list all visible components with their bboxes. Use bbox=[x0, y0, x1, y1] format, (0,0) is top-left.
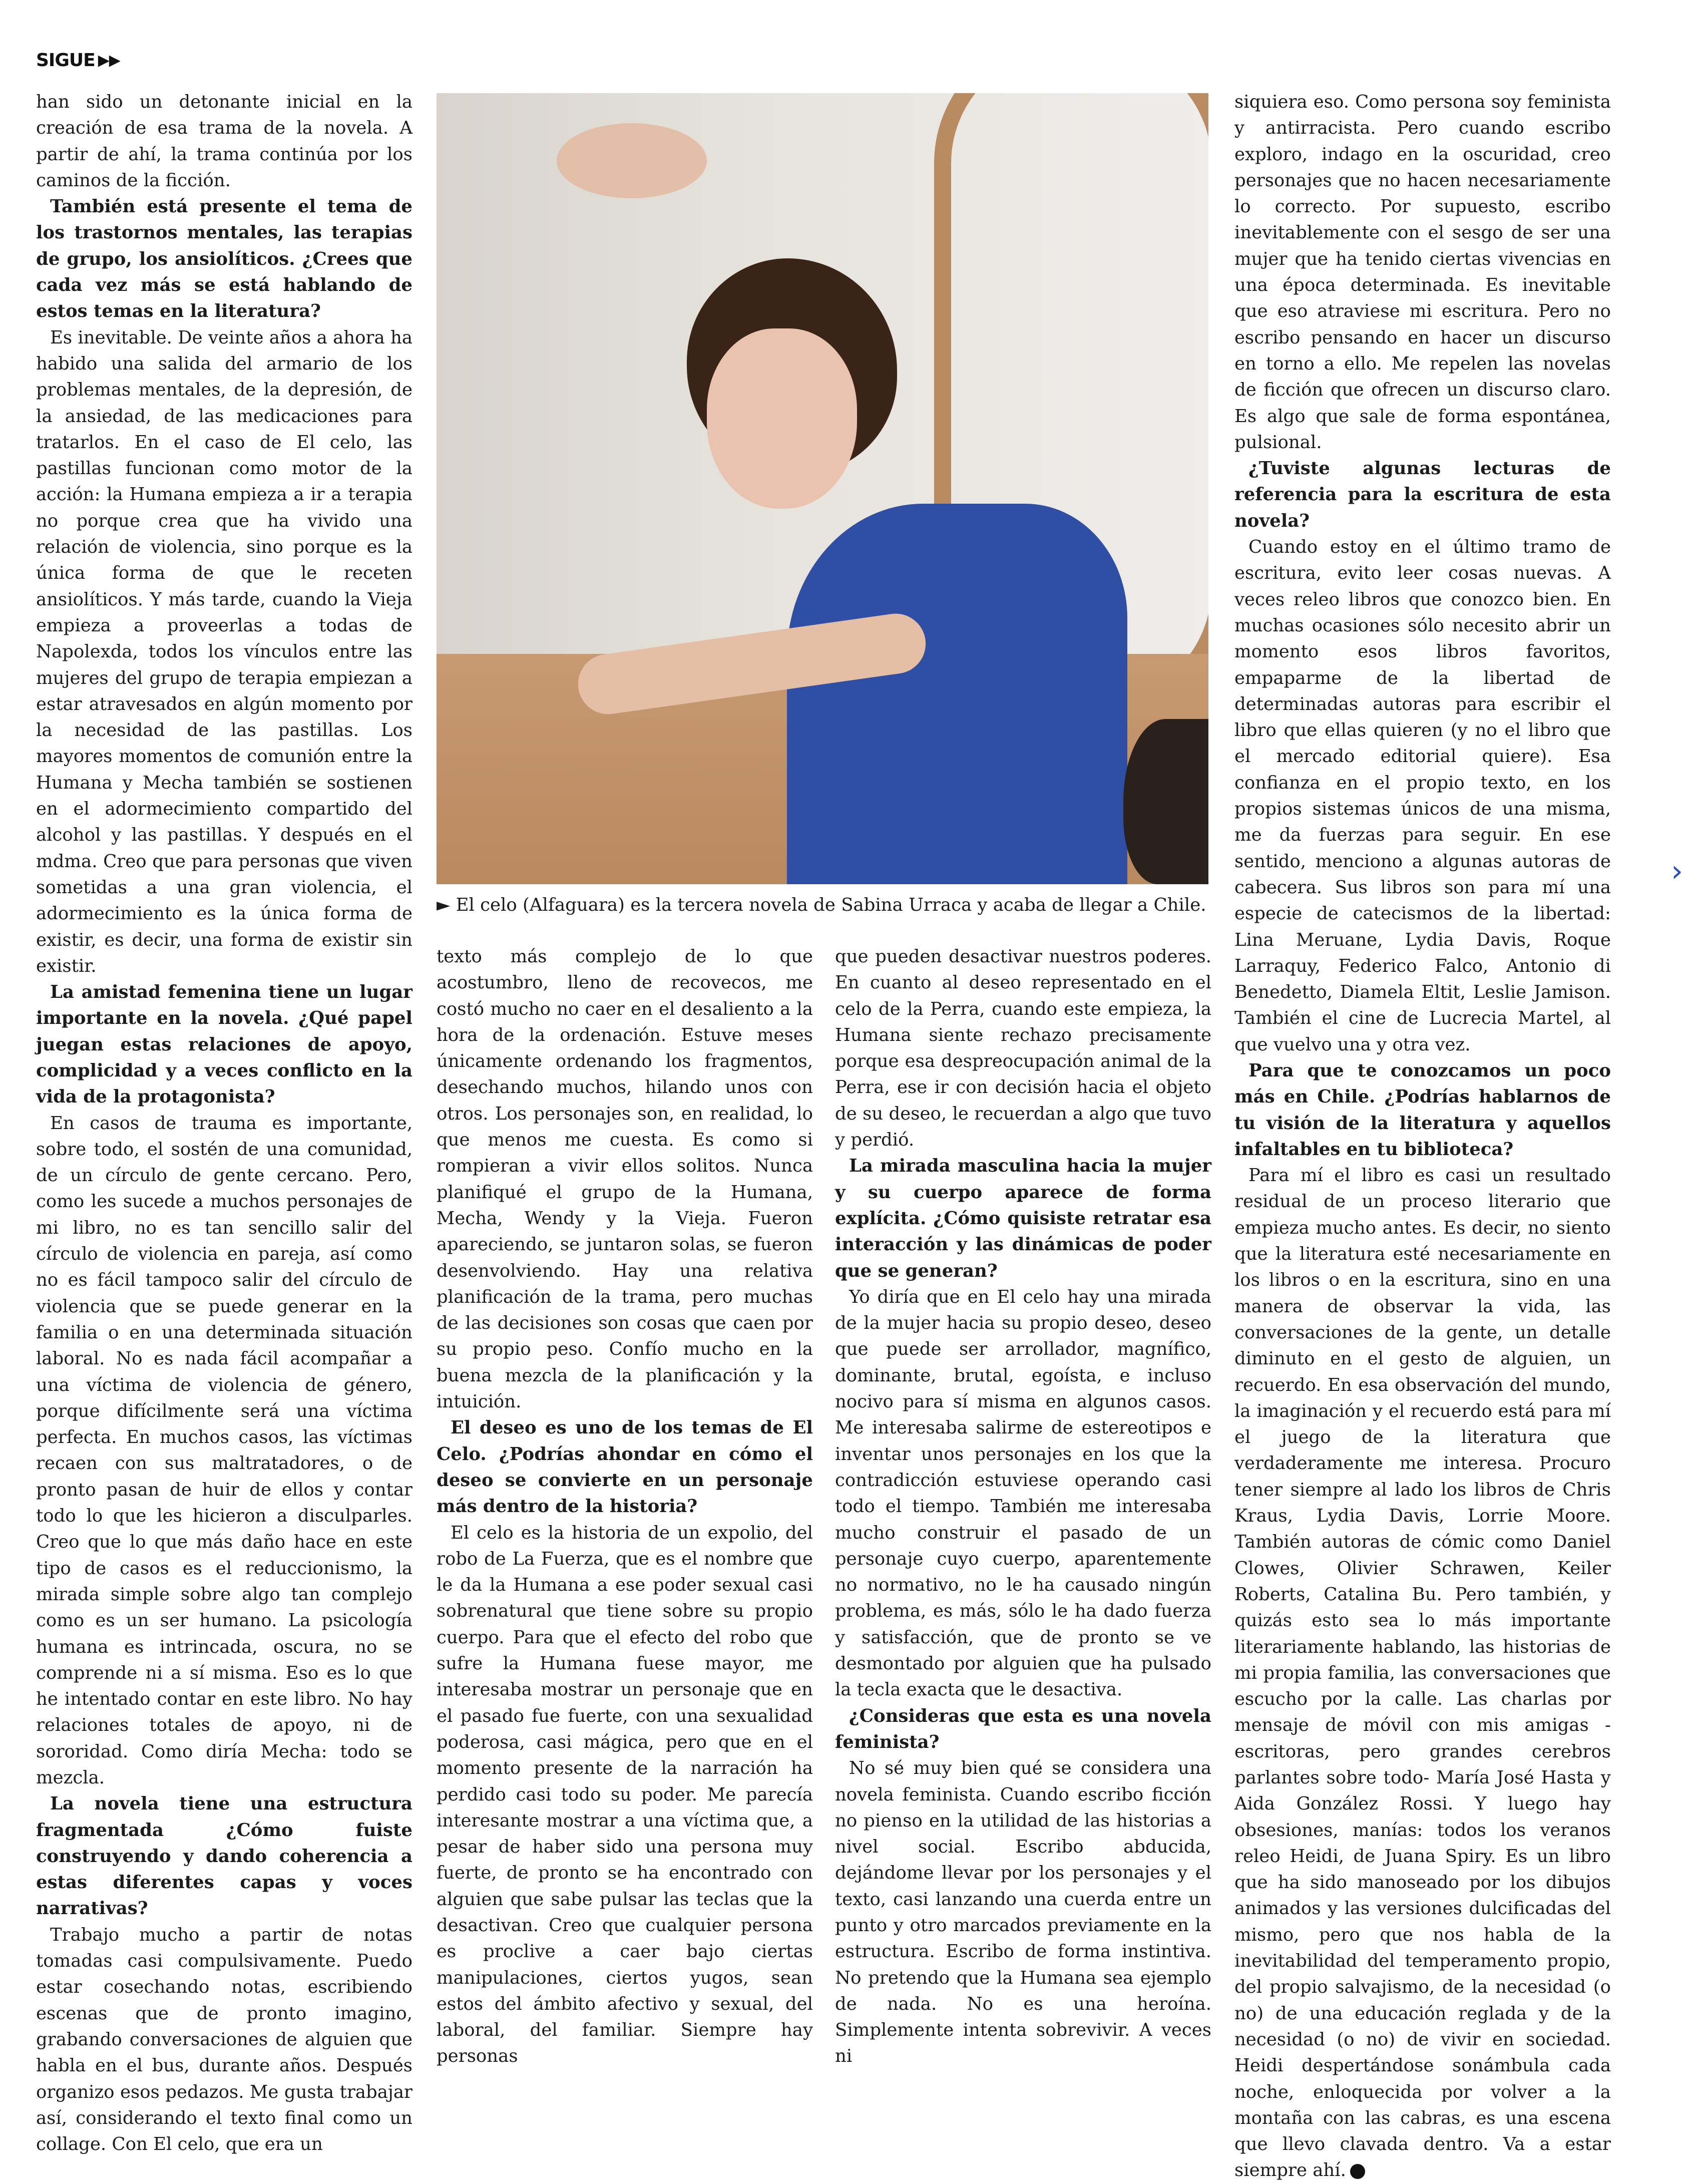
question-paragraph: La amistad femenina tiene un lugar importante en la novela. ¿Qué papel juegan estas relaciones de apoyo, complicidad y a veces conflicto en la vida de la protagonista? bbox=[36, 982, 412, 1108]
photo-caption: ► El celo (Alfaguara) es la tercera novela de Sabina Urraca y acaba de llegar a Chile. bbox=[437, 895, 1206, 915]
question-paragraph: El deseo es uno de los temas de El Celo. ¿Podrías ahondar en cómo el deseo se convierte en un personaje más dentro de la historia? bbox=[437, 1417, 813, 1517]
lamp bbox=[557, 123, 707, 198]
answer-paragraph: Yo diría que en El celo hay una mirada de la mujer hacia su propio deseo, deseo que puede ser arrollador, magnífico, dominante, brutal, egoísta, e incluso nocivo para sí misma en algunos casos. Me interesaba salirme de estereotipos e inventar unos personajes en los que la contradicción estuviese operando casi todo el tiempo. También me interesaba mucho construir el pasado de un personaje cuyo cuerpo, aparentemente no normativo, no le ha causado ningún problema, es más, sólo le ha dado fuerza y satisfacción, que de pronto se ve desmontado por alguien que ha pulsado la tecla exacta que le desactiva. bbox=[835, 1286, 1211, 1700]
answer-paragraph: No sé muy bien qué se considera una novela feminista. Cuando escribo ficción no pienso en la utilidad de las historias a nivel social. Escribo abducida, dejándome llevar por los personajes y el texto, casi lanzando una cuerda entre un punto y otro marcados previamente en la estructura. Escribo de forma instintiva. No pretendo que la Humana sea ejemplo de nada. No es una heroína. Simplemente intenta sobrevivir. A veces ni bbox=[835, 1758, 1211, 2067]
question-paragraph: ¿Consideras que esta es una novela feminista? bbox=[835, 1705, 1211, 1752]
answer-paragraph: han sido un detonante inicial en la creación de esa trama de la novela. A partir de ahí, la trama continúa por los caminos de la ficción. bbox=[36, 92, 412, 191]
answer-paragraph: siquiera eso. Como persona soy feminista y antirracista. Pero cuando escribo exploro, indago en la oscuridad, creo personajes que no hacen necesariamente lo correcto. Por supuesto, escribo inevitablemente con el sesgo de ser una mujer que ha tenido ciertas vivencias en una época determinada. Es inevitable que eso atraviese mi escritura. Pero no escribo pensando en hacer un discurso en torno a ello. Me repelen las novelas de ficción que ofrecen un discurso claro. Es algo que sale de forma espontánea, pulsional. bbox=[1234, 92, 1611, 453]
end-mark-icon bbox=[1350, 2164, 1365, 2179]
continue-arrows-icon: ▶▶ bbox=[98, 51, 120, 69]
dog bbox=[1123, 719, 1208, 884]
answer-paragraph: Trabajo mucho a partir de notas tomadas casi compulsivamente. Puedo estar cosechando notas, escribiendo escenas que de pronto imagino, grabando conversaciones de alguien que habla en el bus, durante años. Después organizo esos pedazos. Me gusta trabajar así, considerando el texto final como un collage. Con El celo, que era un bbox=[36, 1924, 412, 2155]
answer-paragraph: Es inevitable. De veinte años a ahora ha habido una salida del armario de los problemas mentales, de la depresión, de la ansiedad, de las medicaciones para tratarlos. En el caso de El celo, las pastillas funcionan como motor de la acción: la Humana empieza a ir a terapia no porque crea que ha vivido una relación de violencia, sino porque es la única forma de que le receten ansiolíticos. Y más tarde, cuando la Vieja empieza a proveerlas a todas de Napolexda, todos los vínculos entre las mujeres del grupo de terapia empiezan a estar atravesados en algún momento por la necesidad de las pastillas. Los mayores momentos de comunión entre la Humana y Mecha también se sostienen en el adormecimiento compartido del alcohol y las pastillas. Y después en el mdma. Creo que para personas que viven sometidas a una gran violencia, el adormecimiento es la única forma de existir, es decir, una forma de existir sin existir. bbox=[36, 327, 412, 976]
article-column-4 bbox=[1234, 89, 1611, 2184]
answer-paragraph: Cuando estoy en el último tramo de escritura, evito leer cosas nuevas. A veces releo libros que conozco bien. En muchas ocasiones sólo necesito abrir un momento esos libros favoritos, empaparme de la libertad de determinadas autoras para escribir el libro que ellas quieren (y no el libro que el mercado editorial quiere). Esa confianza en el propio texto, en los propios sistemas únicos de una misma, me da fuerzas para seguir. En ese sentido, menciono a algunas autoras de cabecera. Sus libros son para mí una especie de catecismos de la libertad: Lina Meruane, Lydia Davis, Roque Larraquy, Federico Falco, Antonio di Benedetto, Diamela Eltit, Leslie Jamison. También el cine de Lucrecia Martel, al que vuelvo una y otra vez. bbox=[1234, 537, 1611, 1055]
person-body bbox=[787, 504, 1127, 884]
question-paragraph: La mirada masculina hacia la mujer y su cuerpo aparece de forma explícita. ¿Cómo quisiste retratar esa interacción y las dinámicas de poder que se generan? bbox=[835, 1156, 1211, 1281]
answer-paragraph: texto más complejo de lo que acostumbro, lleno de recovecos, me costó mucho no caer en el desaliento a la hora de la ordenación. Estuve meses únicamente ordenando los fragmentos, desechando muchos, hilando unos con otros. Los personajes son, en realidad, lo que menos me cuesta. Es como si rompieran a vivir ellos solitos. Nunca planifiqué el grupo de la Humana, Mecha, Wendy y la Vieja. Fueron apareciendo, se juntaron solas, se fueron desenvolviendo. Hay una relativa planificación de la trama, pero muchas de las decisiones son cosas que caen por su propio peso. Confío mucho en la buena mezcla de la planificación y la intuición. bbox=[437, 946, 813, 1412]
section-header bbox=[36, 47, 120, 73]
person-face bbox=[707, 328, 857, 509]
question-paragraph: La novela tiene una estructura fragmentada ¿Cómo fuiste construyendo y dando coherencia a estas diferentes capas y voces narrativas? bbox=[36, 1793, 412, 1919]
question-paragraph: Para que te conozcamos un poco más en Chile. ¿Podrías hablarnos de tu visión de la literatura y aquellos infaltables en tu biblioteca? bbox=[1234, 1060, 1611, 1160]
answer-paragraph: En casos de trauma es importante, sobre todo, el sostén de una comunidad, de un círculo de gente cercano. Pero, como les sucede a muchos personajes de mi libro, no es tan sencillo salir del círculo de violencia en pareja, así como no es fácil tampoco salir del círculo de violencia que se puede generar en la familia o en una determinada situación laboral. No es nada fácil acompañar a una víctima de violencia de género, porque difícilmente será una víctima perfecta. En muchos casos, las víctimas recaen con sus maltratadores, o de pronto pasan de huir de ellos y contar todo lo que les hicieron a disculparles. Creo que lo que más daño hace en este tipo de casos es el reduccionismo, la mirada simple sobre algo tan complejo como es un ser humano. La psicología humana es intrincada, oscura, no se comprende ni a sí misma. Eso es lo que he intentado contar en este libro. No hay relaciones totales de apoyo, ni de sororidad. Como diría Mecha: todo se mezcla. bbox=[36, 1113, 412, 1788]
answer-paragraph: El celo es la historia de un expolio, del robo de La Fuerza, que es el nombre que le da la Humana a ese poder sexual casi sobrenatural que tiene sobre su propio cuerpo. Para que el efecto del robo que sufre la Humana fuese mayor, me interesaba mostrar un personaje que en el pasado fue fuerte, con una sexualidad poderosa, casi mágica, pero que en el momento presente de la narración ha perdido casi todo su poder. Me parecía interesante mostrar a una víctima que, a pesar de haber sido una persona muy fuerte, de pronto se ha encontrado con alguien que sabe pulsar las teclas que la desactivan. Creo que cualquier persona es proclive a caer bajo ciertas manipulaciones, ciertos yugos, sean estos del ámbito afectivo y sexual, del laboral, del familiar. Siempre hay personas bbox=[437, 1522, 813, 2067]
answer-paragraph: Para mí el libro es casi un resultado residual de un proceso literario que empieza mucho antes. Es decir, no siento que la literatura esté necesariamente en los libros o en la escritura, sino en una manera de observar la vida, las conversaciones de la gente, un detalle diminuto en el gesto de alguien, un recuerdo. En esa observación del mundo, la imaginación y el recuerdo está para mí el juego de la literatura que verdaderamente me interesa. Procuro tener siempre al lado los libros de Chris Kraus, Lydia Davis, Lorrie Moore. También autoras de cómic como Daniel Clowes, Olivier Schrawen, Keiler Roberts, Catalina Bu. Pero también, y quizás esto sea lo más importante literariamente hablando, las historias de mi propia familia, las conversaciones que escucho por la calle. Las charlas por mensaje de móvil con mis amigas -escritoras, pero grandes cerebros parlantes sobre todo- María José Hasta y Aida González Rossi. Y luego hay obsesiones, manías: todos los veranos releo Heidi, de Juana Spiry. Es un libro que ha sido manoseado por los dibujos animados y las versiones dulcificadas del mismo, pero que nos habla de la inevitabilidad del temperamento propio, del propio salvajismo, de la necesidad (o no) de una educación reglada y de la necesidad (o no) de vivir en sociedad. Heidi despertándose sonámbula cada noche, enloquecida por volver a la montaña con las cabras, es una escena que llevo clavada dentro. Va a estar siempre ahí. bbox=[1234, 1165, 1611, 2181]
answer-paragraph: que pueden desactivar nuestros poderes. En cuanto al deseo representado en el celo de la Perra, cuando este empieza, la Humana siente rechazo precisamente porque esa despreocupación animal de la Perra, ese ir con decisión hacia el objeto de su deseo, le recuerdan a algo que tuvo y perdió. bbox=[835, 946, 1211, 1151]
chevron-right-icon[interactable]: › bbox=[1671, 854, 1683, 889]
question-paragraph: ¿Tuviste algunas lecturas de referencia para la escritura de esta novela? bbox=[1234, 458, 1611, 531]
article-column-1 bbox=[36, 89, 412, 2157]
author-photo bbox=[437, 93, 1208, 884]
question-paragraph: También está presente el tema de los trastornos mentales, las terapias de grupo, los ansiolíticos. ¿Crees que cada vez más se está hablando de estos temas en la literatura? bbox=[36, 196, 412, 322]
section-label: SIGUE bbox=[36, 50, 95, 71]
article-column-3 bbox=[835, 944, 1211, 2070]
article-column-2 bbox=[437, 944, 813, 2070]
